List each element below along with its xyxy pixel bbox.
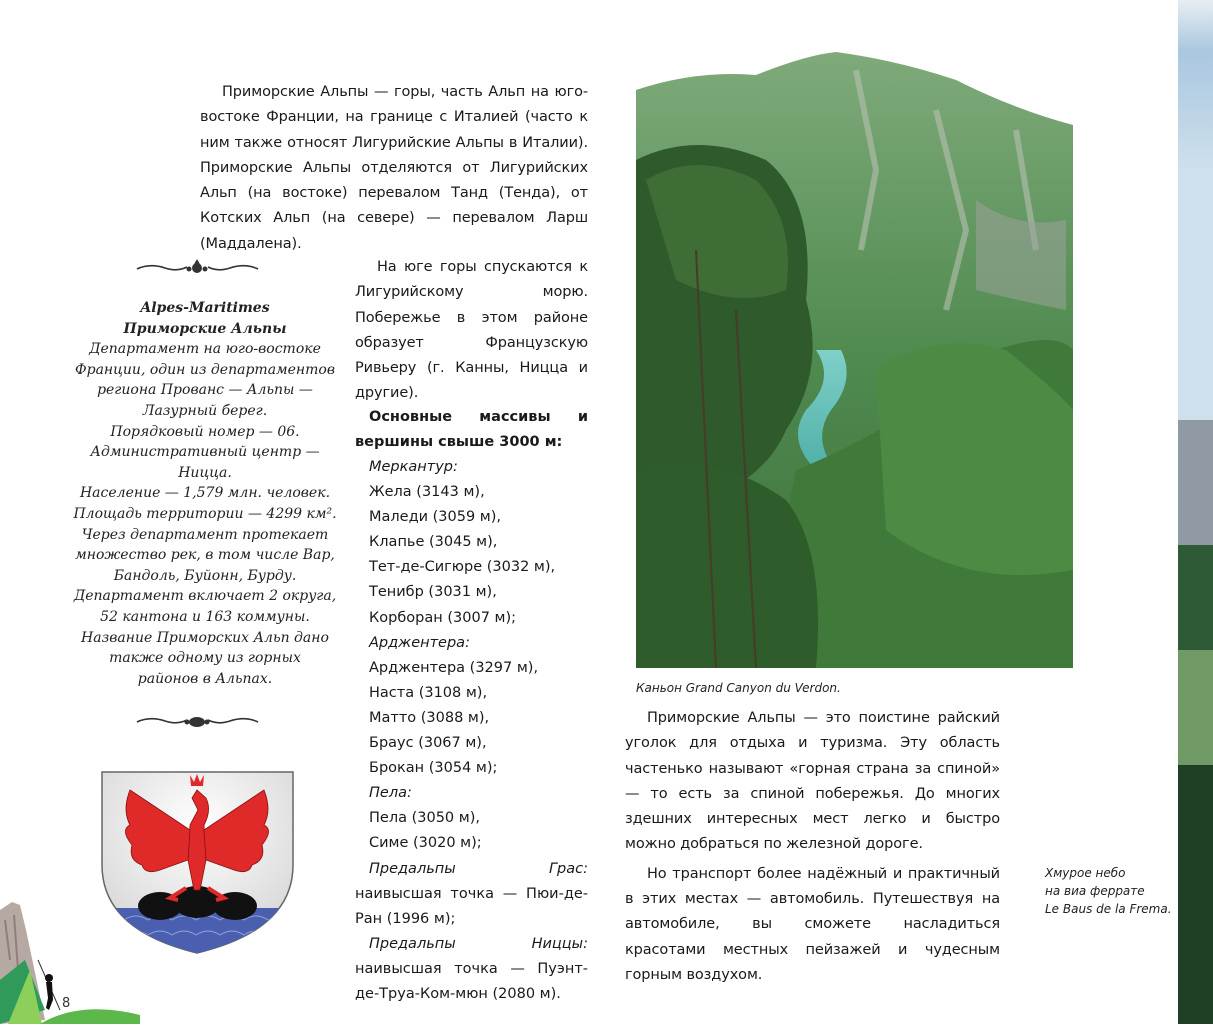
ornament-divider-bottom [135, 712, 260, 732]
peak-item: Симе (3020 м); [369, 835, 482, 852]
peak-item: Тенибр (3031 м), [369, 584, 497, 601]
sidebar-line: Площадь территории — 4299 км². [73, 505, 337, 522]
sidebar-title-ru: Приморские Альпы [123, 320, 287, 337]
page-number: 8 [62, 996, 71, 1011]
side-caption-line: Хмурое небо [1045, 866, 1126, 880]
ornament-icon [135, 712, 260, 732]
peak-item: Брокан (3054 м); [369, 760, 498, 777]
south-text: На юге горы спускаются к Лигурийскому морю. Побережье в этом районе образует Французскую Ривьеру (г. Канны, Ницца и другие). [355, 259, 588, 402]
south-paragraph [355, 255, 588, 407]
ornament-icon [135, 257, 260, 277]
peaks-heading: Основные массивы и вершины свыше 3000 м: [355, 409, 588, 450]
sidebar-line: районов в Альпах. [137, 670, 273, 687]
sidebar-line: Через департамент протекает [81, 526, 329, 543]
tourism-paragraph-2: Но транспорт более надёжный и практичный в этих местах — автомобиль. Путешествуя на автомобиле, вы сможете насладиться красотами местных пейзажей и чудесным горным воздухом. [625, 865, 1000, 983]
sidebar-line: Департамент включает 2 округа, [73, 588, 337, 605]
sidebar-line: Бандоль, Буйонн, Бурду. [113, 567, 297, 584]
sidebar-line: Административный центр — [90, 444, 320, 461]
ornament-divider-top [135, 257, 260, 277]
peak-item: Тет-де-Сигюре (3032 м), [369, 559, 556, 576]
photo-caption: Каньон Grand Canyon du Verdon. [636, 681, 841, 695]
side-caption [1045, 864, 1172, 918]
peak-item: Маледи (3059 м), [369, 509, 502, 526]
sidebar-line: Департамент на юго-востоке [89, 341, 321, 358]
grasse-text: наивысшая точка — Пюи-де-Ран (1996 м); [355, 885, 588, 927]
nice-label: Предальпы Ниццы: [369, 935, 588, 952]
sidebar-title-fr: Alpes-Maritimes [140, 300, 270, 316]
mountain-sky-image [1178, 0, 1213, 1024]
peak-group-name: Меркантур: [369, 459, 458, 475]
peak-item: Браус (3067 м), [369, 735, 487, 752]
sidebar-line: Население — 1,579 млн. человек. [79, 485, 331, 502]
canyon-photo [636, 50, 1073, 668]
sidebar-line: Ницца. [178, 464, 232, 481]
peak-item: Клапье (3045 м), [369, 534, 498, 551]
peak-item: Пела (3050 м), [369, 810, 480, 827]
sidebar-line: также одному из горных [109, 650, 301, 667]
grasse-label: Предальпы Грас: [369, 860, 588, 877]
side-caption-line: Le Baus de la Frema. [1045, 902, 1172, 916]
intro-paragraph [200, 80, 588, 257]
peak-item: Жела (3143 м), [369, 484, 485, 501]
sidebar-line: Название Приморских Альп дано [81, 629, 329, 646]
peak-item: Наста (3108 м), [369, 684, 488, 701]
canyon-landscape-image [636, 50, 1073, 668]
nice-prealps [355, 932, 588, 1007]
peak-item: Матто (3088 м), [369, 709, 490, 726]
peak-group-name: Арджентера: [369, 634, 470, 651]
side-caption-line: на виа феррате [1045, 884, 1145, 898]
sidebar-line: Порядковый номер — 06. [110, 423, 300, 440]
sidebar-line: 52 кантона и 163 коммуны. [100, 608, 310, 625]
peak-group-name: Пела: [369, 785, 412, 802]
tourism-section [625, 706, 1000, 988]
adjacent-page-photo [1178, 0, 1213, 1024]
peak-item: Корборан (3007 м); [369, 609, 517, 626]
sidebar-line: множество рек, в том числе Вар, [75, 547, 335, 564]
peaks-list [355, 405, 588, 1007]
sidebar-line: Франции, один из департаментов [74, 361, 336, 378]
peak-item: Арджентера (3297 м), [369, 659, 539, 676]
tourism-paragraph-1: Приморские Альпы — это поистине райский уголок для отдыха и туризма. Эту область частенько называют «горная страна за спиной» — то есть за спиной побережья. До многих здешних интересных мест легко и быстро можно добраться по железной дороге. [625, 710, 1000, 853]
nice-text: наивысшая точка — Пуэнт-де-Труа-Ком-мюн (2080 м). [355, 960, 588, 1002]
department-sidebar [60, 298, 350, 689]
sidebar-line: Лазурный берег. [142, 402, 268, 419]
grasse-prealps [355, 857, 588, 932]
intro-text: Приморские Альпы — горы, часть Альп на юго-востоке Франции, на границе с Италией (часто к ним также относят Лигурийские Альпы в Италии). Приморские Альпы отделяются от Лигурийских Альп (на востоке) перевалом Танд (Тенда), от Котских Альп (на севере) — перевалом Ларш (Маддалена). [200, 84, 588, 252]
sidebar-line: региона Прованс — Альпы — [97, 382, 313, 399]
